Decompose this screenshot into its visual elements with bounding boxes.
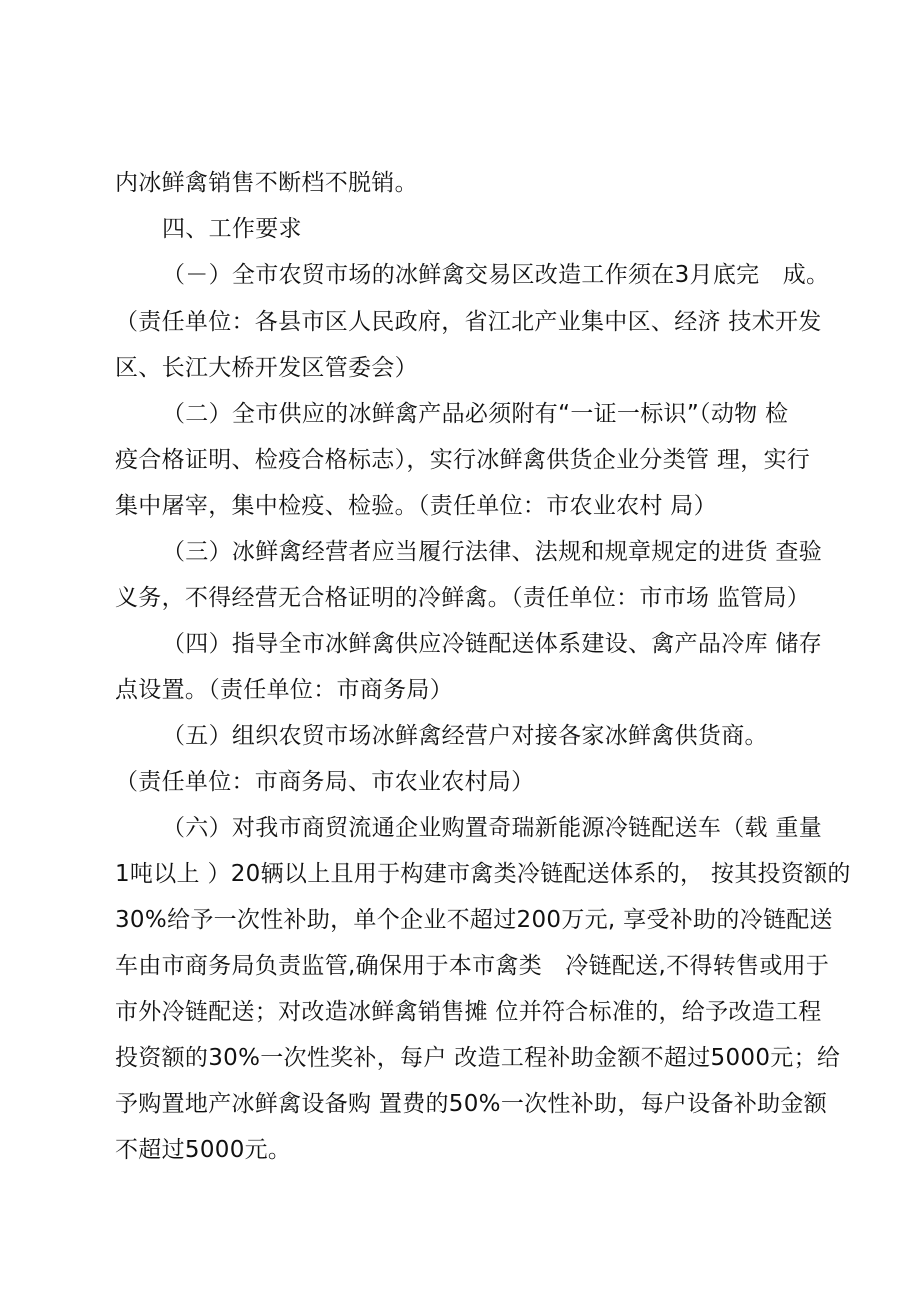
paragraph-line: 车由市商务局负责监管,确保用于本市禽类 冷链配送,不得转售或用于 <box>115 953 830 979</box>
paragraph-line: 区、长江大桥开发区管委会） <box>115 355 418 381</box>
paragraph-line: 集中屠宰，集中检疫、检验。（责任单位：市农业农村 局） <box>115 493 717 519</box>
paragraph-line: （五）组织农贸市场冰鲜禽经营户对接各家冰鲜禽供货商。 <box>162 723 768 749</box>
paragraph-line: （责任单位：各县市区人民政府，省江北产业集中区、经济 技术开发 <box>115 309 822 335</box>
paragraph-line: 义务，不得经营无合格证明的冷鲜禽。（责任单位：市市场 监管局） <box>115 585 811 611</box>
paragraph-line: 疫合格证明、检疫合格标志），实行冰鲜禽供货企业分类管 理，实行 <box>115 447 811 473</box>
paragraph-line: （六）对我市商贸流通企业购置奇瑞新能源冷链配送车（载 重量 <box>162 815 823 841</box>
paragraph-line: 30%给予一次性补助，单个企业不超过200万元, 享受补助的冷链配送 <box>115 907 833 933</box>
paragraph-line: （四）指导全市冰鲜禽供应冷链配送体系建设、禽产品冷库 储存 <box>162 631 823 657</box>
paragraph-line: 内冰鲜禽销售不断档不脱销。 <box>115 170 418 196</box>
paragraph-line: 点设置。（责任单位：市商务局） <box>115 677 453 703</box>
paragraph-line: （三）冰鲜禽经营者应当履行法律、法规和规章规定的进货 查验 <box>162 539 823 565</box>
paragraph-line: 投资额的30%一次性奖补，每户 改造工程补助金额不超过5000元；给 <box>115 1045 841 1071</box>
paragraph-line: 不超过5000元。 <box>115 1137 292 1163</box>
section-heading: 四、工作要求 <box>162 216 302 242</box>
paragraph-line: （二）全市供应的冰鲜禽产品必须附有“一证一标识”（动物 检 <box>162 401 789 427</box>
paragraph-line: 市外冷链配送；对改造冰鲜禽销售摊 位并符合标准的，给予改造工程 <box>115 999 822 1025</box>
paragraph-line: 1吨以上 ）20辆以上且用于构建市禽类冷链配送体系的， 按其投资额的 <box>115 861 851 887</box>
paragraph-line: 予购置地产冰鲜禽设备购 置费的50%一次性补助，每户设备补助金额 <box>115 1091 828 1117</box>
paragraph-line: （－）全市农贸市场的冰鲜禽交易区改造工作须在3月底完 成。 <box>162 262 830 288</box>
paragraph-line: （责任单位：市商务局、市农业农村局） <box>115 769 535 795</box>
